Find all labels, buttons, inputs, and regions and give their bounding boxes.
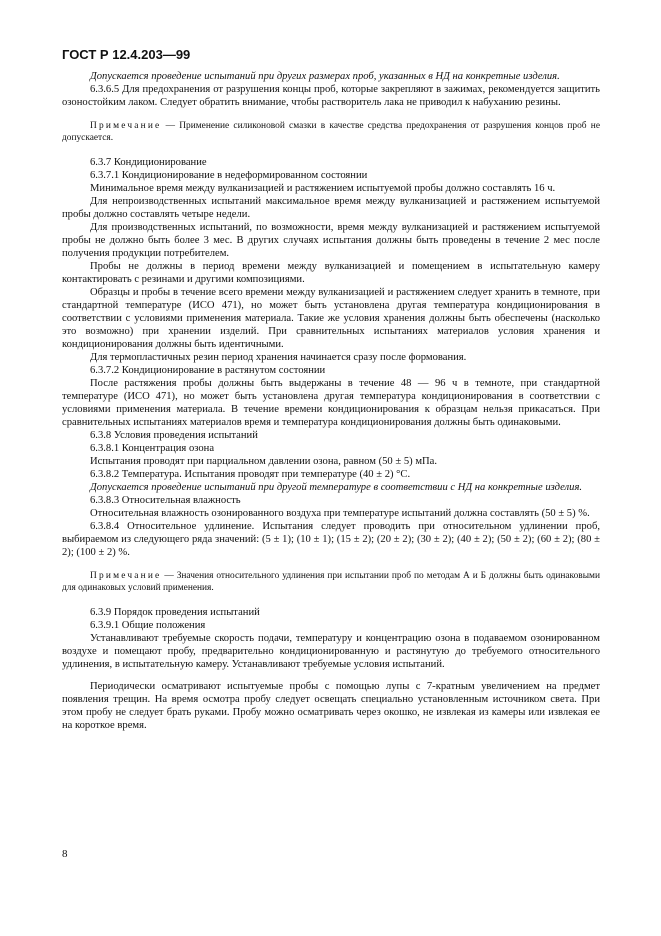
heading-6-3-7-2: 6.3.7.2 Кондиционирование в растянутом состоянии xyxy=(90,365,326,376)
paragraph-production: Для производственных испытаний, по возможности, время между вулканизацией и растяжением испытуемой пробы не должно быть более 3 мес. В других случаях испытания должны быть проведены в течение 2 мес после получения продукции потребителем. xyxy=(62,222,600,259)
paragraph-6-3-8-4: 6.3.8.4 Относительное удлинение. Испытания следует проводить при относительном удлинении проб, выбираемом из следующего ряда значений: (5 ± 1); (10 ± 1); (15 ± 2); (20 ± 2); (30 ± 2); (40 ± 2); (50 ± 2); (60 ± 2); (80 ± 2); (100 ± 2) %. xyxy=(62,521,600,558)
heading-6-3-8-1: 6.3.8.1 Концентрация озона xyxy=(90,443,215,454)
paragraph-humidity: Относительная влажность озонированного воздуха при температуре испытаний должна составлять (50 ± 5) %. xyxy=(90,508,590,519)
note-label: Примечание xyxy=(90,571,162,581)
paragraph-6-3-6-5: 6.3.6.5 Для предохранения от разрушения концы проб, которые закрепляют в зажимах, рекомендуется защитить озоностойким лаком. Следует обратить внимание, чтобы растворитель лака не приводил к набуханию резины. xyxy=(62,84,600,108)
note-label: Примечание xyxy=(90,121,162,131)
paragraph-non-production: Для непроизводственных испытаний максимальное время между вулканизацией и растяжением испытуемой пробы должно составлять четыре недели. xyxy=(62,196,600,220)
paragraph-thermoplastic: Для термопластичных резин период хранения начинается сразу после формования. xyxy=(90,352,467,363)
page-number: 8 xyxy=(62,848,68,860)
document-header: ГОСТ Р 12.4.203—99 xyxy=(62,47,191,62)
heading-6-3-9: 6.3.9 Порядок проведения испытаний xyxy=(90,607,260,618)
paragraph-permission-temperature: Допускается проведение испытаний при другой температуре в соответствии с НД на конкретные изделия. xyxy=(90,482,583,493)
paragraph-min-time: Минимальное время между вулканизацией и растяжением испытуемой пробы должно составлять 16 ч. xyxy=(90,183,556,194)
paragraph-6-3-8-2: 6.3.8.2 Температура. Испытания проводят при температуре (40 ± 2) °С. xyxy=(90,469,411,480)
document-body xyxy=(62,70,600,732)
note-text: — Применение силиконовой смазки в качестве средства предохранения от разрушения концов проб не допускается. xyxy=(62,121,600,143)
paragraph-ozone-pressure: Испытания проводят при парциальном давлении озона, равном (50 ± 5) мПа. xyxy=(90,456,438,467)
note-silicone xyxy=(62,121,600,144)
paragraph-no-contact: Пробы не должны в период времени между вулканизацией и помещением в испытательную камеру контактировать с резинами и другими композициями. xyxy=(62,261,600,285)
paragraph-storage: Образцы и пробы в течение всего времени между вулканизацией и растяжением следует хранить в темноте, при стандартной температуре (ИСО 471), но может быть установлена другая температура кондиционирования в соответствии с условиями применения материала. Такие же условия хранения должны быть обеспечены (насколько это возможно) при хранении изделий. При сравнительных испытаниях материалов условия хранения и кондиционирования должны быть идентичными. xyxy=(62,287,600,350)
paragraph-stretched: После растяжения пробы должны быть выдержаны в течение 48 — 96 ч в темноте, при стандартной температуре (ИСО 471), но может быть установлена другая температура кондиционирования в соответствии с условиями применения материала. В течение времени кондиционирования к образцам нельзя прикасаться. При сравнительных испытаниях материалов время и температура кондиционирования должны быть одинаковыми. xyxy=(62,378,600,428)
heading-6-3-8-3: 6.3.8.3 Относительная влажность xyxy=(90,495,241,506)
note-elongation xyxy=(62,571,600,594)
heading-6-3-8: 6.3.8 Условия проведения испытаний xyxy=(90,430,258,441)
heading-6-3-9-1: 6.3.9.1 Общие положения xyxy=(90,620,206,631)
paragraph-inspection: Периодически осматривают испытуемые пробы с помощью лупы с 7-кратным увеличением на предмет появления трещин. На время осмотра пробу следует освещать специально установленным источником света. При этом пробу не следует брать руками. Пробу можно осматривать через окошко, не извлекая из камеры или извлекая ее на короткое время. xyxy=(62,681,600,731)
heading-6-3-7: 6.3.7 Кондиционирование xyxy=(90,157,207,168)
paragraph-permission-sizes: Допускается проведение испытаний при других размерах проб, указанных в НД на конкретные изделия. xyxy=(90,71,560,82)
note-text: — Значения относительного удлинения при испытании проб по методам А и Б должны быть одинаковыми для одинаковых условий применения. xyxy=(62,571,600,593)
paragraph-setup: Устанавливают требуемые скорость подачи, температуру и концентрацию озона в подаваемом озонированном воздухе и помещают пробу, предварительно кондиционированную и растянутую до требуемого относительного удлинения, в испытательную камеру. Устанавливают требуемые условия испытаний. xyxy=(62,633,600,670)
heading-6-3-7-1: 6.3.7.1 Кондиционирование в недеформированном состоянии xyxy=(90,170,368,181)
